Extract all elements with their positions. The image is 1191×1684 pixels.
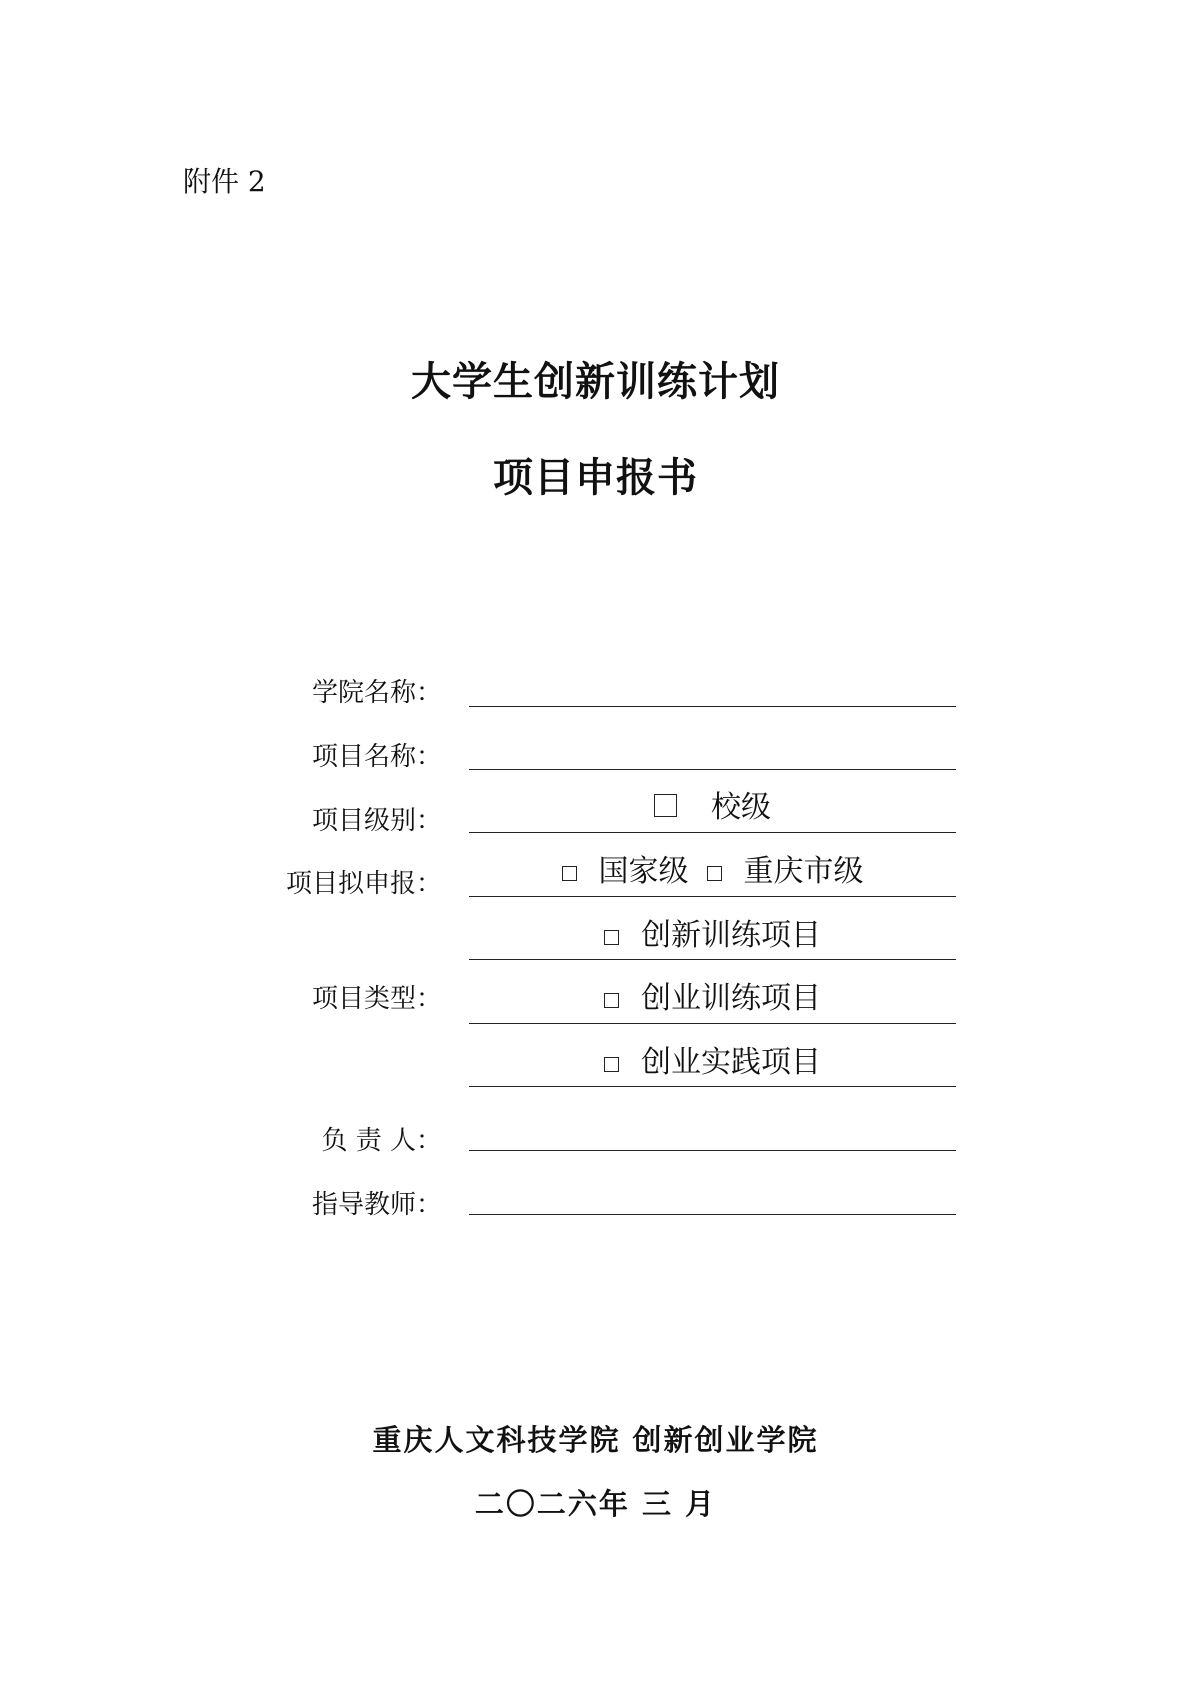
document-subtitle: 项目申报书 (493, 454, 698, 501)
attachment-label: 附件 2 (183, 165, 266, 198)
type-divider-1 (469, 959, 956, 960)
type-option-2 (469, 973, 956, 1017)
level-divider (469, 832, 956, 833)
college-label: 学院名称： (311, 678, 442, 708)
type-entrepreneur-training-label: 创业训练项目 (641, 981, 821, 1016)
project-name-field[interactable] (469, 769, 956, 770)
type-label: 项目类型： (311, 984, 442, 1014)
type-option-3 (469, 1037, 956, 1081)
apply-divider (469, 896, 956, 897)
level-school-label: 校级 (711, 790, 771, 825)
level-option (469, 782, 956, 826)
apply-options (469, 846, 956, 890)
apply-label: 项目拟申报： (285, 869, 442, 899)
type-entrepreneur-practice-checkbox[interactable] (604, 1057, 619, 1072)
document-date: 二〇二六年 三 月 (474, 1487, 717, 1521)
type-entrepreneur-training-checkbox[interactable] (604, 993, 619, 1008)
type-option-1 (469, 910, 956, 954)
level-label: 项目级别： (311, 806, 442, 836)
apply-chongqing-checkbox[interactable] (707, 866, 722, 881)
college-field[interactable] (469, 706, 956, 707)
type-innovation-checkbox[interactable] (604, 930, 619, 945)
institution-name: 重庆人文科技学院 创新创业学院 (372, 1423, 819, 1457)
document-title: 大学生创新训练计划 (411, 358, 780, 405)
apply-chongqing-label: 重庆市级 (743, 854, 864, 889)
advisor-label: 指导教师： (311, 1190, 442, 1220)
type-entrepreneur-practice-label: 创业实践项目 (641, 1045, 821, 1080)
leader-field[interactable] (469, 1150, 956, 1151)
level-school-checkbox[interactable] (654, 794, 677, 817)
project-name-label: 项目名称： (311, 742, 442, 772)
apply-national-checkbox[interactable] (562, 866, 577, 881)
type-divider-3 (469, 1086, 956, 1087)
apply-national-label: 国家级 (598, 854, 689, 889)
leader-label: 负 责 人： (321, 1126, 442, 1156)
type-innovation-label: 创新训练项目 (641, 918, 821, 953)
type-divider-2 (469, 1023, 956, 1024)
advisor-field[interactable] (469, 1214, 956, 1215)
